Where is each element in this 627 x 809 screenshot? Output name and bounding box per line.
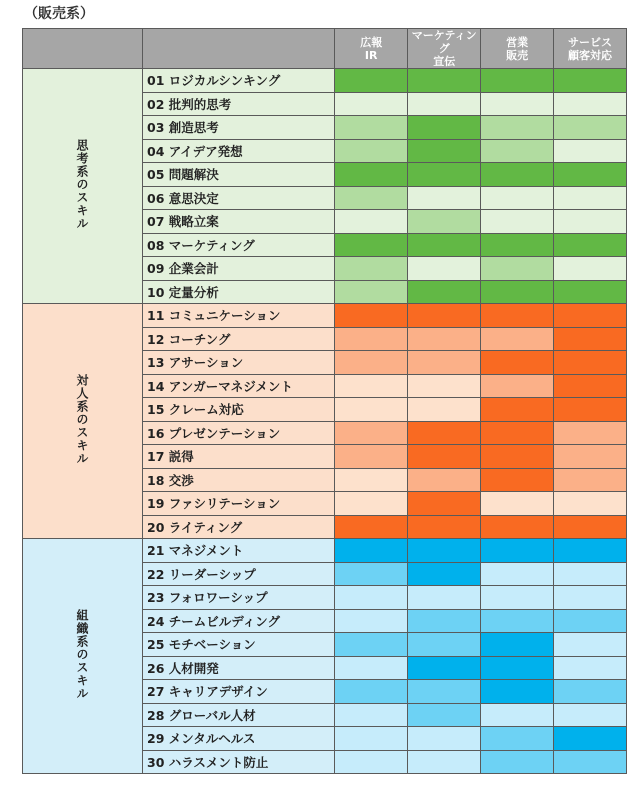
header-blank-skill: [143, 29, 335, 69]
level-cell: [554, 92, 627, 116]
level-cell: [335, 445, 408, 469]
level-cell: [554, 727, 627, 751]
level-cell: [335, 680, 408, 704]
skill-name: 24 チームビルディング: [143, 609, 335, 633]
level-cell: [335, 163, 408, 187]
column-header-line2: 顧客対応: [568, 48, 613, 62]
column-header-line1: サービス: [568, 35, 613, 49]
page-title: （販売系）: [24, 6, 94, 22]
level-cell: [408, 515, 481, 539]
level-cell: [408, 421, 481, 445]
level-cell: [408, 656, 481, 680]
level-cell: [335, 609, 408, 633]
skill-matrix-body: [23, 69, 627, 774]
level-cell: [481, 280, 554, 304]
level-cell: [481, 468, 554, 492]
level-cell: [481, 680, 554, 704]
level-cell: [481, 92, 554, 116]
level-cell: [408, 351, 481, 375]
skill-name: 16 プレゼンテーション: [143, 421, 335, 445]
level-cell: [554, 327, 627, 351]
level-cell: [408, 233, 481, 257]
level-cell: [408, 257, 481, 281]
column-header-line2: IR: [364, 48, 378, 62]
level-cell: [408, 116, 481, 140]
level-cell: [335, 421, 408, 445]
level-cell: [335, 633, 408, 657]
level-cell: [408, 163, 481, 187]
category-label: 組織系のスキル: [75, 609, 89, 700]
skill-name: 26 人材開発: [143, 656, 335, 680]
level-cell: [335, 92, 408, 116]
category-label: 対人系のスキル: [75, 374, 89, 465]
level-cell: [554, 586, 627, 610]
skill-name: 10 定量分析: [143, 280, 335, 304]
level-cell: [554, 210, 627, 234]
level-cell: [554, 468, 627, 492]
skill-name: 28 グローバル人材: [143, 703, 335, 727]
level-cell: [481, 609, 554, 633]
level-cell: [408, 703, 481, 727]
level-cell: [408, 586, 481, 610]
level-cell: [554, 398, 627, 422]
level-cell: [408, 69, 481, 93]
level-cell: [554, 139, 627, 163]
level-cell: [481, 233, 554, 257]
column-header-service: [554, 29, 627, 69]
level-cell: [554, 374, 627, 398]
level-cell: [554, 69, 627, 93]
level-cell: [335, 210, 408, 234]
table-row: [23, 539, 627, 563]
skill-name: 14 アンガーマネジメント: [143, 374, 335, 398]
level-cell: [554, 562, 627, 586]
level-cell: [335, 116, 408, 140]
level-cell: [408, 539, 481, 563]
level-cell: [554, 233, 627, 257]
level-cell: [408, 562, 481, 586]
level-cell: [481, 139, 554, 163]
level-cell: [554, 633, 627, 657]
level-cell: [335, 398, 408, 422]
skill-name: 15 クレーム対応: [143, 398, 335, 422]
level-cell: [481, 186, 554, 210]
category-label: 思考系のスキル: [75, 139, 89, 230]
level-cell: [335, 656, 408, 680]
category-label-cell: [23, 539, 143, 774]
level-cell: [408, 680, 481, 704]
skill-name: 06 意思決定: [143, 186, 335, 210]
skill-name: 29 メンタルヘルス: [143, 727, 335, 751]
level-cell: [481, 656, 554, 680]
level-cell: [335, 233, 408, 257]
level-cell: [408, 445, 481, 469]
level-cell: [335, 186, 408, 210]
level-cell: [481, 703, 554, 727]
level-cell: [554, 163, 627, 187]
level-cell: [408, 327, 481, 351]
skill-name: 19 ファシリテーション: [143, 492, 335, 516]
level-cell: [408, 609, 481, 633]
level-cell: [335, 257, 408, 281]
skill-name: 27 キャリアデザイン: [143, 680, 335, 704]
level-cell: [481, 210, 554, 234]
level-cell: [481, 257, 554, 281]
level-cell: [481, 69, 554, 93]
level-cell: [481, 586, 554, 610]
category-label-cell: [23, 304, 143, 539]
level-cell: [481, 445, 554, 469]
column-header-line1: マーケティング: [411, 29, 477, 55]
level-cell: [481, 633, 554, 657]
header-blank-category: [23, 29, 143, 69]
level-cell: [335, 351, 408, 375]
level-cell: [408, 210, 481, 234]
level-cell: [554, 609, 627, 633]
level-cell: [335, 139, 408, 163]
skill-name: 01 ロジカルシンキング: [143, 69, 335, 93]
level-cell: [481, 539, 554, 563]
skill-name: 07 戦略立案: [143, 210, 335, 234]
skill-matrix-table: [22, 28, 627, 774]
skill-name: 02 批判的思考: [143, 92, 335, 116]
level-cell: [335, 374, 408, 398]
level-cell: [554, 116, 627, 140]
column-header-sales: [481, 29, 554, 69]
skill-name: 09 企業会計: [143, 257, 335, 281]
skill-name: 30 ハラスメント防止: [143, 750, 335, 774]
level-cell: [481, 327, 554, 351]
level-cell: [481, 562, 554, 586]
level-cell: [408, 304, 481, 328]
level-cell: [335, 280, 408, 304]
level-cell: [408, 750, 481, 774]
level-cell: [335, 327, 408, 351]
level-cell: [554, 656, 627, 680]
level-cell: [335, 304, 408, 328]
skill-name: 21 マネジメント: [143, 539, 335, 563]
column-header-line2: 販売: [506, 48, 529, 62]
level-cell: [335, 468, 408, 492]
skill-name: 08 マーケティング: [143, 233, 335, 257]
skill-name: 17 説得: [143, 445, 335, 469]
level-cell: [408, 374, 481, 398]
level-cell: [335, 586, 408, 610]
level-cell: [481, 116, 554, 140]
column-header-line1: 営業: [506, 35, 529, 49]
level-cell: [335, 515, 408, 539]
level-cell: [554, 539, 627, 563]
skill-name: 05 問題解決: [143, 163, 335, 187]
skill-name: 13 アサーション: [143, 351, 335, 375]
table-row: [23, 69, 627, 93]
level-cell: [481, 421, 554, 445]
level-cell: [408, 139, 481, 163]
skill-name: 03 創造思考: [143, 116, 335, 140]
level-cell: [554, 186, 627, 210]
level-cell: [335, 492, 408, 516]
level-cell: [554, 703, 627, 727]
level-cell: [481, 750, 554, 774]
level-cell: [554, 280, 627, 304]
skill-name: 04 アイデア発想: [143, 139, 335, 163]
skill-name: 22 リーダーシップ: [143, 562, 335, 586]
level-cell: [408, 468, 481, 492]
skill-name: 23 フォロワーシップ: [143, 586, 335, 610]
level-cell: [335, 703, 408, 727]
level-cell: [408, 186, 481, 210]
column-header-line1: 広報: [360, 35, 383, 49]
level-cell: [408, 92, 481, 116]
level-cell: [481, 515, 554, 539]
level-cell: [335, 539, 408, 563]
skill-name: 11 コミュニケーション: [143, 304, 335, 328]
level-cell: [481, 398, 554, 422]
level-cell: [481, 492, 554, 516]
level-cell: [335, 727, 408, 751]
skill-name: 25 モチベーション: [143, 633, 335, 657]
level-cell: [481, 727, 554, 751]
header-row: [23, 29, 627, 69]
level-cell: [554, 750, 627, 774]
level-cell: [481, 304, 554, 328]
level-cell: [408, 280, 481, 304]
column-header-pr: [335, 29, 408, 69]
level-cell: [554, 445, 627, 469]
level-cell: [554, 257, 627, 281]
level-cell: [554, 515, 627, 539]
skill-name: 18 交渉: [143, 468, 335, 492]
level-cell: [408, 727, 481, 751]
level-cell: [554, 421, 627, 445]
level-cell: [554, 351, 627, 375]
level-cell: [335, 69, 408, 93]
level-cell: [481, 163, 554, 187]
table-row: [23, 304, 627, 328]
column-header-line2: 宣伝: [433, 55, 456, 68]
column-header-marketing: [408, 29, 481, 69]
level-cell: [335, 562, 408, 586]
level-cell: [554, 304, 627, 328]
level-cell: [408, 633, 481, 657]
level-cell: [335, 750, 408, 774]
level-cell: [408, 492, 481, 516]
skill-name: 20 ライティング: [143, 515, 335, 539]
level-cell: [554, 492, 627, 516]
level-cell: [554, 680, 627, 704]
level-cell: [408, 398, 481, 422]
category-label-cell: [23, 69, 143, 304]
level-cell: [481, 374, 554, 398]
level-cell: [481, 351, 554, 375]
skill-name: 12 コーチング: [143, 327, 335, 351]
